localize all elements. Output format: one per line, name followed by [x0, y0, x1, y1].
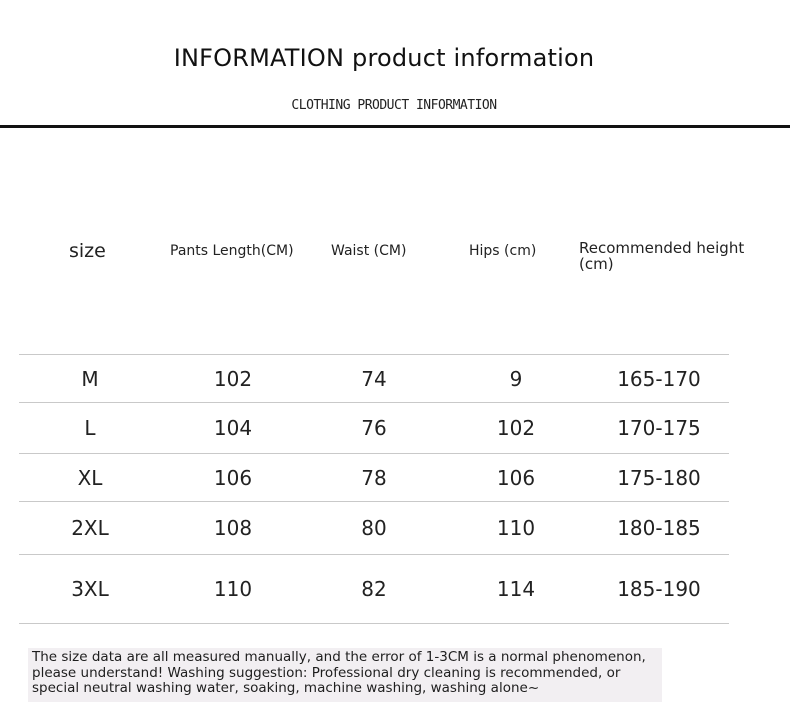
- cell-hips: 114: [496, 577, 536, 601]
- cell-waist: 76: [361, 416, 387, 440]
- size-table: [19, 354, 729, 624]
- cell-height: 165-170: [617, 366, 701, 391]
- cell-pants-length: 106: [213, 465, 253, 490]
- cell-size: 2XL: [71, 516, 109, 540]
- cell-pants-length: 104: [213, 416, 253, 440]
- column-header-size: size: [69, 240, 106, 262]
- cell-pants-length: 110: [213, 577, 253, 601]
- cell-size: L: [84, 416, 96, 440]
- cell-waist: 82: [361, 577, 387, 601]
- cell-height: 175-180: [617, 465, 701, 490]
- measurement-note: The size data are all measured manually, and the error of 1-3CM is a normal phenomenon, please understand! Washing suggestion: Professional dry cleaning is recommended, or special neutral washing water, soaking, machine washing, washing alone~: [28, 648, 662, 702]
- page-subtitle: CLOTHING PRODUCT INFORMATION: [291, 98, 497, 113]
- table-row: [19, 501, 729, 554]
- cell-hips: 106: [496, 465, 536, 490]
- table-row: [19, 554, 729, 624]
- cell-size: 3XL: [71, 577, 109, 601]
- cell-hips: 9: [509, 366, 523, 391]
- table-row: [19, 354, 729, 402]
- cell-pants-length: 108: [213, 516, 253, 540]
- cell-waist: 78: [361, 465, 387, 490]
- column-header-recommended-height: Recommended height (cm): [579, 239, 745, 273]
- cell-height: 170-175: [617, 416, 701, 440]
- cell-pants-length: 102: [213, 366, 253, 391]
- cell-size: M: [81, 366, 99, 391]
- cell-hips: 102: [496, 416, 536, 440]
- table-row: [19, 453, 729, 501]
- column-header-pants-length: Pants Length(CM): [170, 243, 294, 259]
- cell-waist: 74: [361, 366, 387, 391]
- table-row: [19, 402, 729, 453]
- cell-hips: 110: [496, 516, 536, 540]
- cell-waist: 80: [361, 516, 387, 540]
- cell-height: 180-185: [617, 516, 701, 540]
- header-divider: [0, 125, 790, 128]
- page-title: INFORMATION product information: [173, 44, 595, 72]
- cell-size: XL: [77, 465, 103, 490]
- column-header-waist: Waist (CM): [331, 243, 407, 259]
- cell-height: 185-190: [617, 577, 701, 601]
- column-header-hips: Hips (cm): [469, 243, 537, 259]
